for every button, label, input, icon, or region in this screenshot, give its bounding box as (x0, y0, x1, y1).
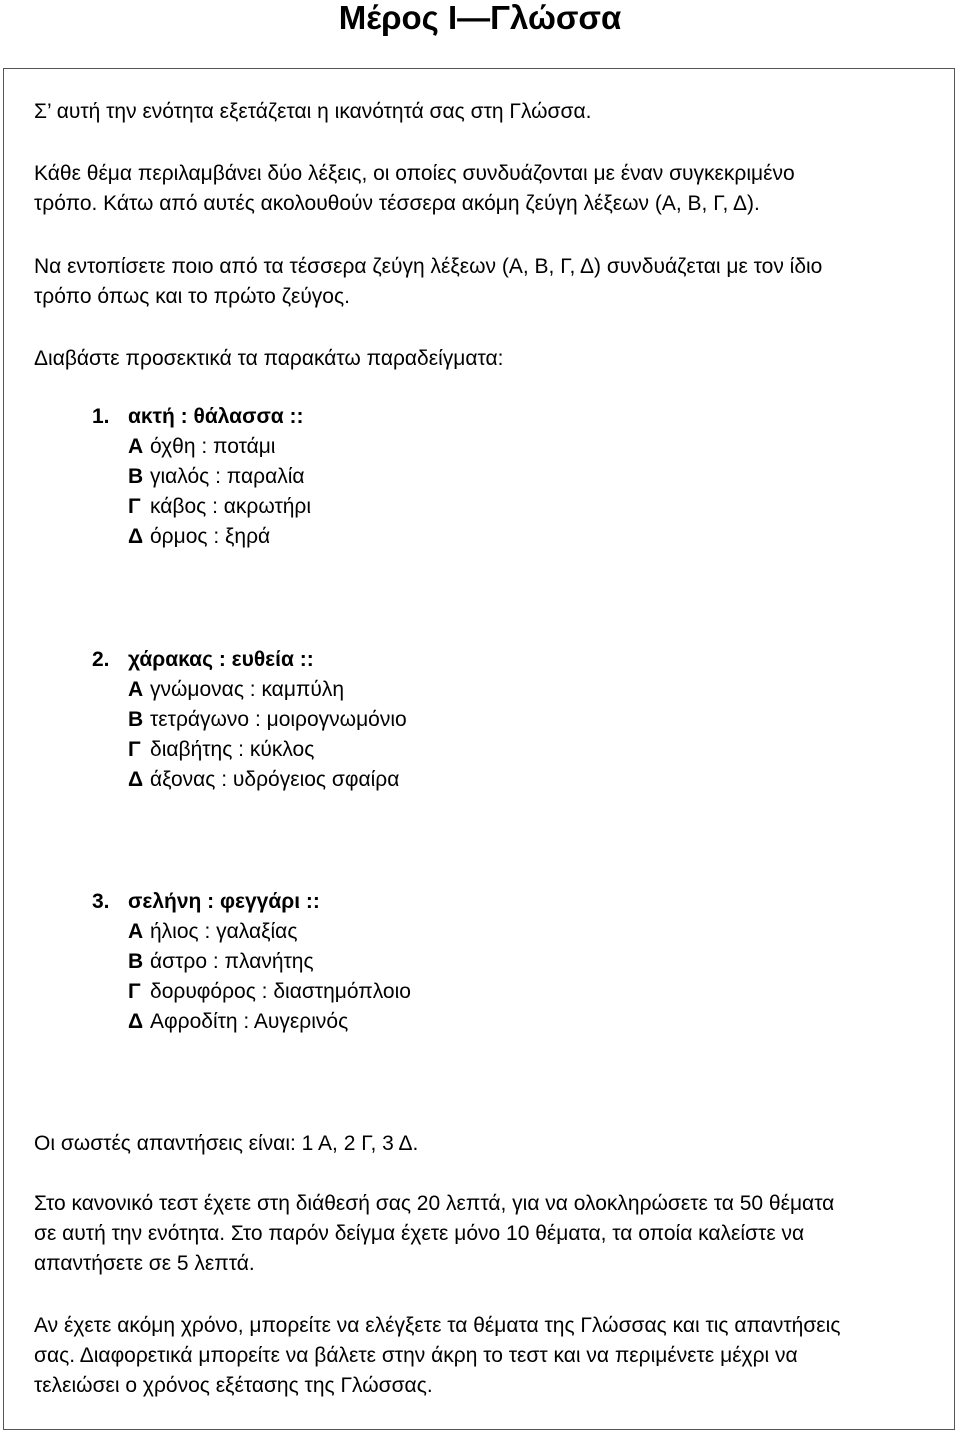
option-text: άστρο : πλανήτης (150, 950, 314, 973)
option-b (128, 462, 311, 492)
extra-time-paragraph-line-1: Αν έχετε ακόμη χρόνο, μπορείτε να ελέγξετε τα θέματα της Γλώσσας και τις απαντήσεις (34, 1314, 841, 1337)
option-letter: Γ (128, 495, 141, 518)
option-letter: Β (128, 465, 144, 488)
question-stem-text: σελήνη : φεγγάρι :: (128, 890, 320, 913)
extra-time-paragraph-line-2: σας. Διαφορετικά μπορείτε να βάλετε στην άκρη το τεστ και να περιμένετε μέχρι να (34, 1344, 798, 1367)
option-a (128, 432, 311, 462)
option-b (128, 947, 411, 977)
intro-paragraph-3-line-1: Να εντοπίσετε ποιο από τα τέσσερα ζεύγη λέξεων (Α, Β, Γ, Δ) συνδυάζεται με τον ίδιο (34, 255, 823, 278)
intro-paragraph-1: Σ’ αυτή την ενότητα εξετάζεται η ικανότητά σας στη Γλώσσα. (34, 100, 592, 123)
option-d (128, 1007, 411, 1037)
time-paragraph-line-1: Στο κανονικό τεστ έχετε στη διάθεσή σας 20 λεπτά, για να ολοκληρώσετε τα 50 θέματα (34, 1192, 835, 1215)
option-b (128, 705, 407, 735)
option-text: διαβήτης : κύκλος (150, 738, 315, 761)
page-title: Μέρος Ι—Γλώσσα (338, 0, 622, 36)
question-number: 1. (92, 405, 110, 428)
question-3 (92, 887, 411, 1037)
option-text: δορυφόρος : διαστημόπλοιο (150, 980, 411, 1003)
option-letter: Β (128, 950, 144, 973)
question-1 (92, 402, 311, 552)
option-text: όχθη : ποτάμι (150, 435, 276, 458)
option-text: τετράγωνο : μοιρογνωμόνιο (150, 708, 407, 731)
option-letter: Δ (128, 768, 144, 791)
time-paragraph-line-3: απαντήσετε σε 5 λεπτά. (34, 1252, 255, 1275)
question-number: 3. (92, 890, 110, 913)
option-a (128, 675, 407, 705)
option-c (128, 977, 411, 1007)
correct-answers: Οι σωστές απαντήσεις είναι: 1 Α, 2 Γ, 3 Δ. (34, 1132, 419, 1155)
time-paragraph-line-2: σε αυτή την ενότητα. Στο παρόν δείγμα έχετε μόνο 10 θέματα, τα οποία καλείστε να (34, 1222, 805, 1245)
option-text: ήλιος : γαλαξίας (150, 920, 298, 943)
intro-paragraph-3-line-2: τρόπο όπως και το πρώτο ζεύγος. (34, 285, 350, 308)
question-stem-text: χάρακας : ευθεία :: (128, 648, 314, 671)
intro-paragraph-2-line-1: Κάθε θέμα περιλαμβάνει δύο λέξεις, οι οποίες συνδυάζονται με έναν συγκεκριμένο (34, 162, 795, 185)
option-d (128, 522, 311, 552)
option-text: κάβος : ακρωτήρι (150, 495, 312, 518)
question-number: 2. (92, 648, 110, 671)
option-letter: Α (128, 920, 144, 943)
option-c (128, 492, 311, 522)
option-d (128, 765, 407, 795)
option-text: Αφροδίτη : Αυγερινός (150, 1010, 349, 1033)
option-text: όρμος : ξηρά (150, 525, 271, 548)
option-letter: Γ (128, 738, 141, 761)
intro-paragraph-2-line-2: τρόπο. Κάτω από αυτές ακολουθούν τέσσερα ακόμη ζεύγη λέξεων (Α, Β, Γ, Δ). (34, 192, 760, 215)
option-text: γνώμονας : καμπύλη (150, 678, 345, 701)
question-stem (92, 887, 411, 917)
option-text: άξονας : υδρόγειος σφαίρα (150, 768, 400, 791)
option-letter: Δ (128, 525, 144, 548)
option-letter: Β (128, 708, 144, 731)
intro-paragraph-4: Διαβάστε προσεκτικά τα παρακάτω παραδείγματα: (34, 347, 504, 370)
question-stem-text: ακτή : θάλασσα :: (128, 405, 304, 428)
option-text: γιαλός : παραλία (150, 465, 305, 488)
question-stem (92, 402, 311, 432)
option-letter: Α (128, 435, 144, 458)
question-stem (92, 645, 407, 675)
option-c (128, 735, 407, 765)
option-letter: Γ (128, 980, 141, 1003)
extra-time-paragraph-line-3: τελειώσει ο χρόνος εξέτασης της Γλώσσας. (34, 1374, 433, 1397)
option-letter: Δ (128, 1010, 144, 1033)
option-a (128, 917, 411, 947)
option-letter: Α (128, 678, 144, 701)
question-2 (92, 645, 407, 795)
